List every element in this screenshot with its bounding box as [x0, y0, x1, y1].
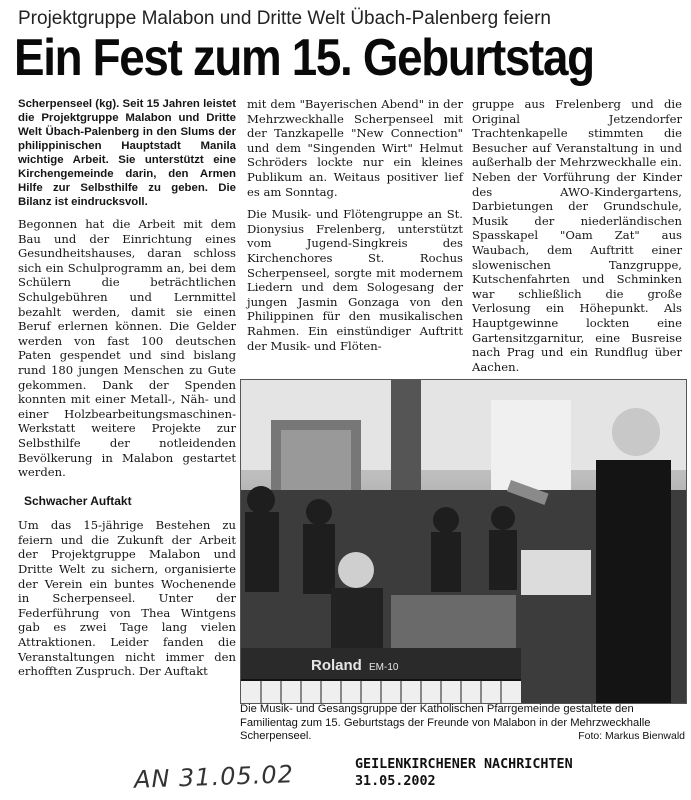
- keyboard-model-label: EM-10: [369, 662, 399, 673]
- lead-paragraph: Scherpenseel (kg). Seit 15 Jahren leistet die Projektgruppe Malabon und Dritte Welt Übach-Palenberg in den Slums der philippinischen Hauptstadt Manila wichtige Arbeit. Sie unterstützt eine Kirchengemeinde darin, den Armen Hilfe zur Selbsthilfe zu geben. Die Bilanz ist eindrucksvoll.: [18, 98, 236, 208]
- subheading: Schwacher Auftakt: [24, 493, 132, 508]
- source-paper: GEILENKIRCHENER NACHRICHTEN: [355, 757, 573, 772]
- body-paragraph-2: Um das 15-jährige Bestehen zu feiern und die Zukunft der Arbeit der Projektgruppe Malabon und Dritte Welt zu sichern, organisierte der Verein ein buntes Wochenende in Scherpenseel. Unter der Federführung von Thea Wintgens gab es zwei Tage lang vielen Attraktionen. Leider fanden die Veranstaltungen nicht immer den erhofften Zuspruch. Der Auftakt: [18, 518, 236, 679]
- source-stamp: [355, 756, 675, 790]
- source-date: 31.05.2002: [355, 774, 436, 789]
- photo-caption: [240, 703, 685, 744]
- body-paragraph-1: Begonnen hat die Arbeit mit dem Bau und der Einrichtung eines Gesundheitshauses, daran schloss sich ein Schulprogramm an, bei dem Schülern die beträchtlichen Schulgebühren und Lernmittel bezahlt werden, damit sie einen Beruf erlernen können. Die Gelder werden von fast 100 deutschen Paten gespendet und sind bislang rund 180 jungen Menschen zu Gute gekommen. Dank der Spenden konnten mit einer Metall-, Näh- und einer Holzbearbeitungsmaschinen-Werkstatt weitere Projekte zur Selbsthilfe der notleidenden Bevölkerung in Malabon gestartet werden.: [18, 217, 236, 480]
- handwritten-annotation: AN 31.05.02: [133, 760, 295, 794]
- column-3: [472, 97, 682, 382]
- event-photo: [240, 379, 687, 704]
- body-paragraph-4: Die Musik- und Flötengruppe an St. Dionysius Frelenberg, unterstützt vom Jugend-Singkreis des Kirchenchores St. Rochus Scherpenseel, sorgte mit modernem Liedern und dem Sologesang der jungen Jasmin Gonzaga von den Philippinen für den musikalischen Rahmen. Ein einstündiger Auftritt der Musik- und Flöten-: [247, 207, 463, 353]
- column-2: [247, 97, 463, 361]
- headline: Ein Fest zum 15. Geburtstag: [14, 29, 594, 87]
- body-paragraph-3: mit dem "Bayerischen Abend" in der Mehrzweckhalle Scherpenseel mit der Tanzkapelle "New Connection" und dem "Singenden Wirt" Helmut Schröders lockte nur ein kleines Publikum an. Weitaus positiver lief es am Sonntag.: [247, 97, 463, 199]
- body-paragraph-5: gruppe aus Frelenberg und die Original Jetzendorfer Trachtenkapelle stimmten die Besucher auf Veranstaltung in und außerhalb der Mehrzweckhalle ein. Neben der Vorführung der Kinder des AWO-Kindergartens, Darbietungen der Grundschule, Musik der niederländischen Spasskapel "Oam Zat" aus Waubach, dem Auftritt einer slowenischen Tanzgruppe, Kutschenfahrten und Schminken war schließlich die große Verlosung ein Höhepunkt. Als Hauptgewinne lockten eine Gartensitzgarnitur, eine Busreise nach Prag und ein Rundflug über Aachen.: [472, 97, 682, 374]
- keyboard-brand-label: Roland: [311, 657, 362, 674]
- photo-credit: Foto: Markus Bienwald: [578, 730, 685, 742]
- photo-illustration: [241, 380, 686, 703]
- caption-text: Die Musik- und Gesangsgruppe der Katholischen Pfarrgemeinde gestaltete den Familientag zum 15. Geburtstags der Freunde von Malabon in der Mehrzweckhalle Scherpenseel.: [240, 703, 651, 742]
- kicker: Projektgruppe Malabon und Dritte Welt Übach-Palenberg feiern: [18, 8, 552, 29]
- column-1: [18, 97, 236, 687]
